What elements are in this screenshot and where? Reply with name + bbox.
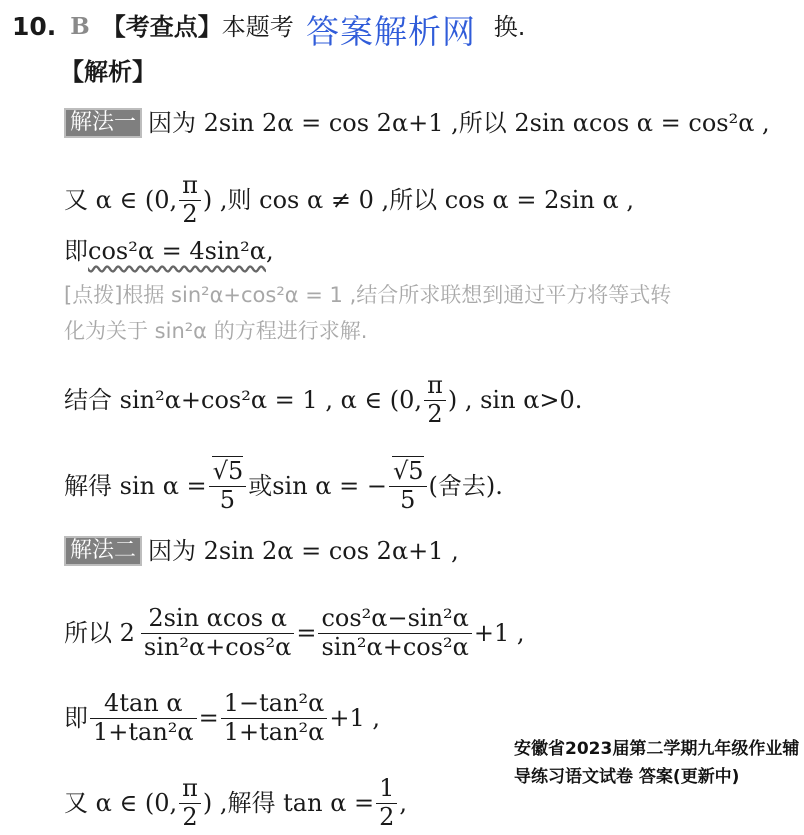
- topic-suffix: 换.: [493, 13, 526, 41]
- method2-line4: 又 α ∈ (0, $\frac{\pi}{2}$ ) ,解得 tan α = $\frac{1}{2}$ ,: [64, 774, 408, 831]
- question-number: 10.: [12, 12, 57, 41]
- method1-line3: 即 cos²α = 4sin²α ,: [64, 237, 274, 265]
- method1-line4: 结合 sin²α+cos²α = 1 , α ∈ (0, $\frac{\pi}{2}$ ) , sin α>0.: [64, 371, 583, 428]
- method1-line5: 解得 sin α = $\frac{√5}{5}$ 或sin α = − $\frac{√5}{5}$ (舍去).: [64, 457, 503, 514]
- answer-letter: B: [70, 13, 90, 40]
- fraction-1-over-2: $\frac{1}{2}$: [376, 775, 397, 831]
- footer-caption: 安徽省2023届第二学期九年级作业辅导练习语文试卷 答案(更新中): [514, 739, 800, 787]
- method1-line1: [64, 108, 770, 138]
- fraction-4tan: $\frac{\text{4tan α}}{\text{1+tan²α}}$: [90, 690, 197, 746]
- key-equation: cos²α = 4sin²α: [88, 237, 266, 265]
- fraction-pi-over-2: $\frac{\pi}{2}$: [179, 172, 201, 228]
- tip-line1: [点拨]根据 sin²α+cos²α = 1 ,结合所求联想到通过平方将等式转: [64, 283, 672, 307]
- method2-line2: 所以 2 $\frac{\text{2sin αcos α}}{\text{sin²α+cos²α}}$ = $\frac{\text{cos²α−sin²α}}{\text{sin²α+cos²α}}$ +1 ,: [64, 604, 525, 661]
- fraction-2sin-cos: $\frac{\text{2sin αcos α}}{\text{sin²α+cos²α}}$: [141, 605, 294, 661]
- topic-prefix: 本题考: [221, 13, 294, 41]
- watermark: 答案解析网: [306, 12, 476, 51]
- method1-badge: 解法一: [64, 108, 142, 138]
- fraction-sqrt5-over-5: $\frac{√5}{5}$: [209, 458, 247, 514]
- knowledge-tag: 【考查点】: [101, 13, 222, 41]
- fraction-pi-over-2: $\frac{\pi}{2}$: [179, 775, 201, 831]
- method1-text1: 因为 2sin 2α = cos 2α+1 ,所以 2sin αcos α = cos²α ,: [148, 109, 770, 137]
- section-title: 【解析】: [60, 58, 156, 86]
- fraction-pi-over-2: $\frac{\pi}{2}$: [424, 372, 446, 428]
- fraction-1-tan2: $\frac{\text{1−tan²α}}{\text{1+tan²α}}$: [221, 690, 328, 746]
- tip-line2: 化为关于 sin²α 的方程进行求解.: [64, 319, 368, 343]
- method2-line1: 解法二 因为 2sin 2α = cos 2α+1 ,: [64, 536, 459, 566]
- method2-line3: 即 $\frac{\text{4tan α}}{\text{1+tan²α}}$ = $\frac{\text{1−tan²α}}{\text{1+tan²α}}$ +1 ,: [64, 689, 380, 746]
- method2-badge: 解法二: [64, 536, 142, 566]
- fraction-sqrt5-over-5: $\frac{√5}{5}$: [389, 458, 427, 514]
- method1-line2: 又 α ∈ (0, $\frac{\pi}{2}$ ) ,则 cos α ≠ 0 ,所以 cos α = 2sin α ,: [64, 171, 634, 228]
- fraction-cos2-sin2: $\frac{\text{cos²α−sin²α}}{\text{sin²α+cos²α}}$: [318, 605, 471, 661]
